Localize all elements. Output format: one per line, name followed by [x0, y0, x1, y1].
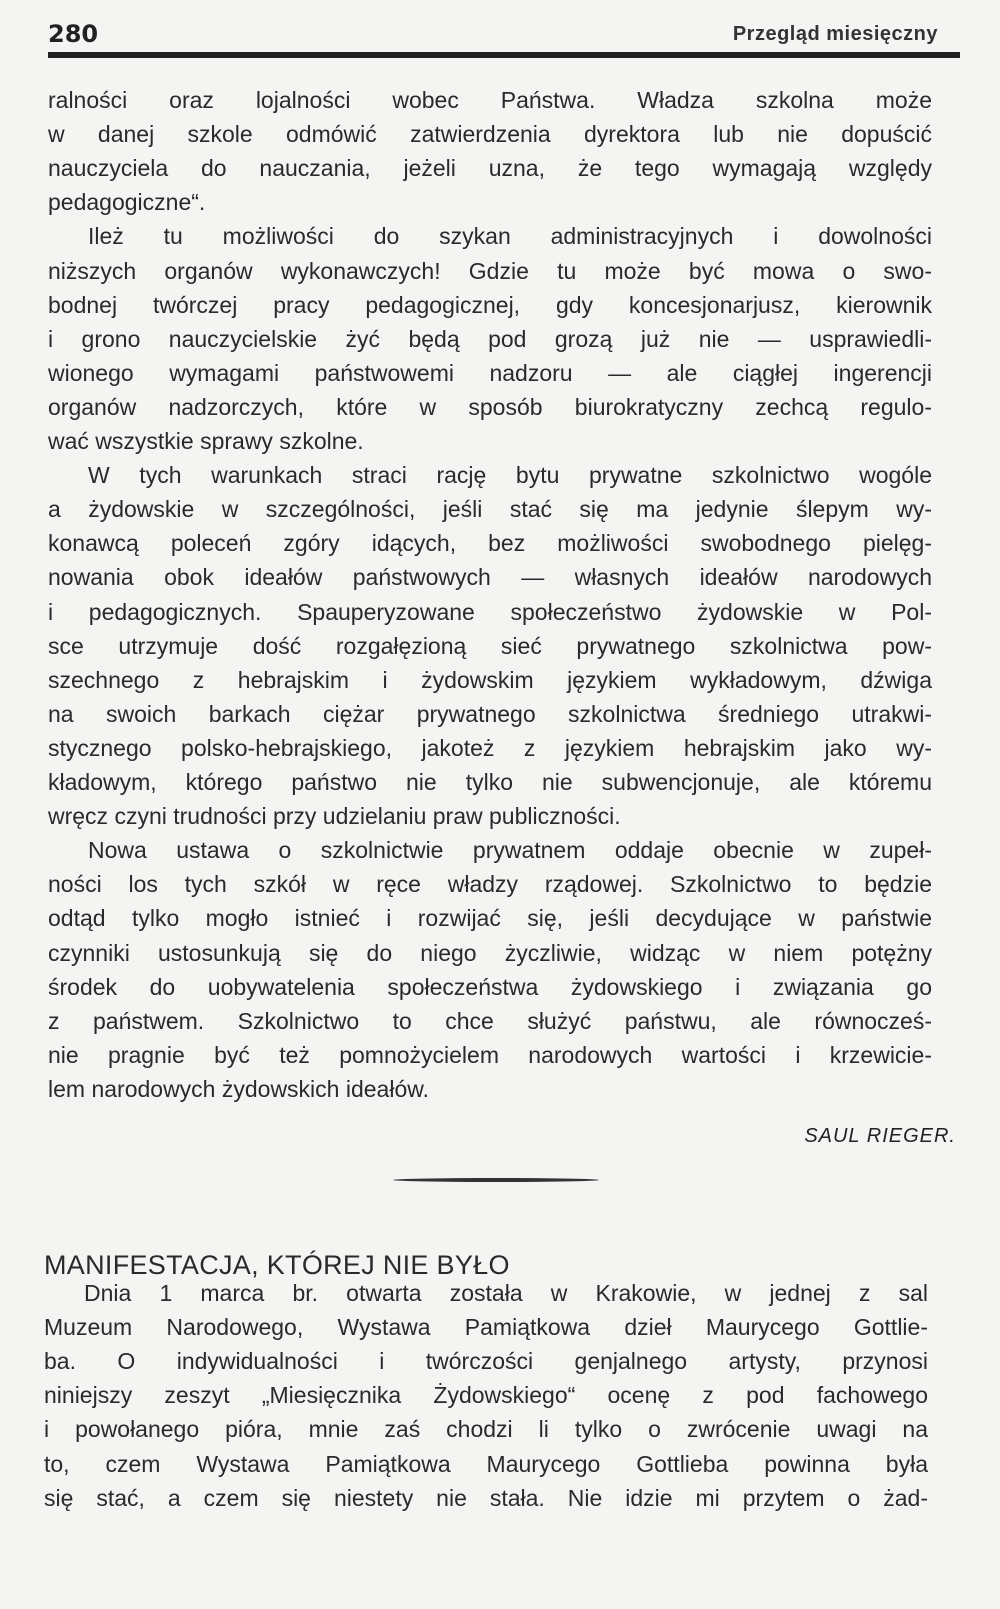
text-line: Ileż tu możliwości do szykan administracyjnych i dowolności	[88, 223, 932, 250]
text-line: i powołanego pióra, mnie zaś chodzi li tylko o zwrócenie uwagi na	[44, 1416, 928, 1443]
text-line: i grono nauczycielskie żyć będą pod grozą już nie — usprawiedli-	[48, 325, 932, 352]
running-title: Przegląd miesięczny	[732, 23, 938, 45]
text-line: wręcz czyni trudności przy udzielaniu praw publiczności.	[48, 803, 621, 830]
text-line: Muzeum Narodowego, Wystawa Pamiątkowa dzieł Maurycego Gottlie-	[44, 1314, 928, 1341]
text-line: na swoich barkach ciężar prywatnego szkolnictwa średniego utrakwi-	[48, 700, 932, 727]
section-divider	[393, 1178, 599, 1182]
text-line: nowania obok ideałów państwowych — własnych ideałów narodowych	[48, 564, 932, 591]
page-number: 280	[48, 20, 99, 48]
text-line: wionego wymagami państwowemi nadzoru — ale ciągłej ingerencji	[48, 359, 932, 386]
article-2-heading: MANIFESTACJA, KTÓREJ NIE BYŁO	[44, 1250, 510, 1280]
text-line: pedagogiczne“.	[48, 189, 206, 216]
text-line: środek do uobywatelenia społeczeństwa żydowskiego i związania go	[48, 973, 932, 1000]
text-line: sce utrzymuje dość rozgałęzioną sieć prywatnego szkolnictwa pow-	[48, 632, 932, 659]
text-line: bodnej twórczej pracy pedagogicznej, gdy koncesjonarjusz, kierownik	[48, 291, 932, 318]
text-line: czynniki ustosunkują się do niego życzliwie, widząc w niem potężny	[48, 939, 932, 966]
text-line: ralności oraz lojalności wobec Państwa. Władza szkolna może	[48, 87, 932, 113]
text-line: szechnego z hebrajskim i żydowskim językiem wykładowym, dźwiga	[48, 666, 932, 693]
text-line: w danej szkole odmówić zatwierdzenia dyrektora lub nie dopuścić	[48, 121, 932, 148]
text-line: niniejszy zeszyt „Miesięcznika Żydowskiego“ ocenę z pod fachowego	[44, 1382, 928, 1409]
text-line: Nowa ustawa o szkolnictwie prywatnem oddaje obecnie w zupeł-	[88, 837, 932, 864]
text-line: nie pragnie być też pomnożycielem narodowych wartości i krzewicie-	[48, 1041, 932, 1068]
text-line: z państwem. Szkolnictwo to chce służyć państwu, ale równocześ-	[48, 1007, 932, 1034]
text-line: lem narodowych żydowskich ideałów.	[48, 1075, 429, 1102]
text-line: ności los tych szkół w ręce władzy rządowej. Szkolnictwo to będzie	[48, 871, 932, 898]
text-line: niższych organów wykonawczych! Gdzie tu może być mowa o swo-	[48, 257, 932, 284]
text-line: stycznego polsko-hebrajskiego, jakoteż z językiem hebrajskim jako wy-	[48, 734, 932, 761]
text-line: ba. O indywidualności i twórczości genjalnego artysty, przynosi	[44, 1348, 928, 1375]
text-line: i pedagogicznych. Spauperyzowane społeczeństwo żydowskie w Pol-	[48, 598, 932, 625]
author-signature: SAUL RIEGER.	[804, 1125, 956, 1147]
text-line: a żydowskie w szczególności, jeśli stać się ma jedynie ślepym wy-	[48, 496, 932, 523]
text-line: W tych warunkach straci rację bytu prywatne szkolnictwo wogóle	[88, 462, 932, 489]
text-line: Dnia 1 marca br. otwarta została w Krakowie, w jednej z sal	[84, 1280, 928, 1306]
header-rule	[48, 52, 960, 58]
text-line: konawcą poleceń zgóry idących, bez możliwości swobodnego pielęg-	[48, 530, 932, 557]
text-line: kładowym, którego państwo nie tylko nie subwencjonuje, ale któremu	[48, 769, 932, 795]
text-line: to, czem Wystawa Pamiątkowa Maurycego Gottlieba powinna była	[44, 1450, 928, 1477]
text-line: odtąd tylko mogło istnieć i rozwijać się, jeśli decydujące w państwie	[48, 905, 932, 932]
text-line: nauczyciela do nauczania, jeżeli uzna, że tego wymagają względy	[48, 155, 932, 182]
text-line: organów nadzorczych, które w sposób biurokratyczny zechcą regulo-	[48, 393, 932, 420]
text-line: się stać, a czem się niestety nie stała. Nie idzie mi przytem o żad-	[44, 1484, 928, 1511]
text-line: wać wszystkie sprawy szkolne.	[48, 428, 364, 454]
